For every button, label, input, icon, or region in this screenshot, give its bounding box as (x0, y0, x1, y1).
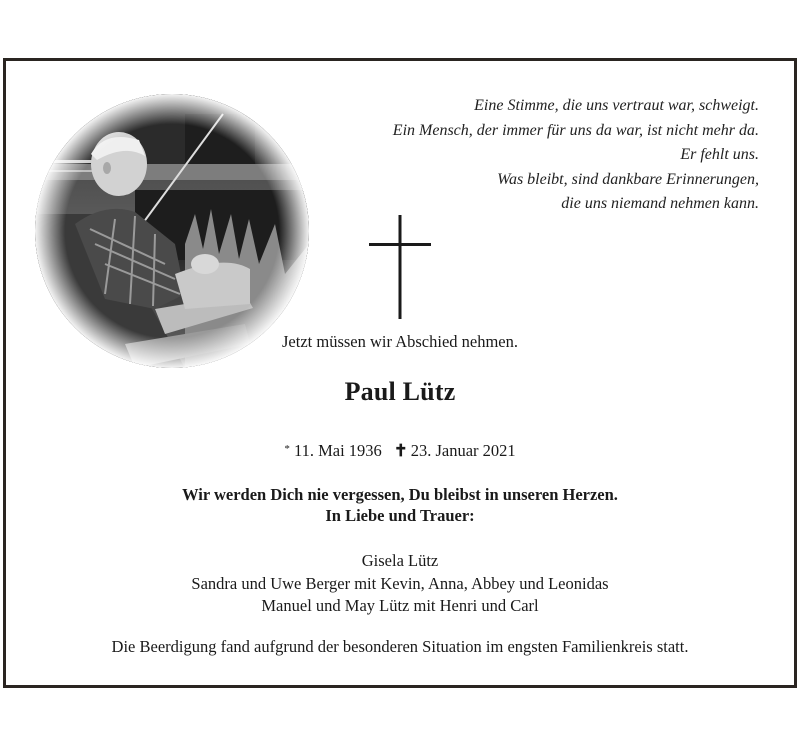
mourners-list (0, 550, 800, 618)
death-date: 23. Januar 2021 (410, 441, 516, 460)
death-cross-icon: ✝ (393, 441, 408, 460)
closing-text (0, 485, 800, 526)
poem-line: Eine Stimme, die uns vertraut war, schweigt. (474, 97, 759, 114)
mourner-line: Gisela Lütz (361, 551, 439, 570)
poem (393, 94, 759, 217)
cross-icon (369, 215, 431, 319)
life-dates (0, 441, 800, 461)
poem-line: Ein Mensch, der immer für uns da war, ist nicht mehr da. (392, 121, 759, 139)
farewell-text: Jetzt müssen wir Abschied nehmen. (282, 332, 518, 351)
mourner-line: Sandra und Uwe Berger mit Kevin, Anna, Abbey und Leonidas (191, 573, 609, 593)
farewell-line (0, 332, 800, 352)
funeral-note: Die Beerdigung fand aufgrund der besonderen Situation im engsten Familienkreis statt. (111, 637, 689, 656)
poem-line: Er fehlt uns. (680, 146, 759, 163)
birth-symbol: * (284, 443, 290, 455)
deceased-name: Paul Lütz (344, 377, 456, 406)
mourner-line: Manuel und May Lütz mit Henri und Carl (261, 596, 539, 615)
poem-line: die uns niemand nehmen kann. (561, 195, 759, 212)
closing-line: Wir werden Dich nie vergessen, Du bleibst in unseren Herzen. (182, 485, 618, 504)
closing-line: In Liebe und Trauer: (325, 505, 475, 525)
portrait-photo (35, 94, 309, 368)
poem-line: Was bleibt, sind dankbare Erinnerungen, (497, 170, 759, 188)
birth-date: 11. Mai 1936 (293, 441, 382, 460)
